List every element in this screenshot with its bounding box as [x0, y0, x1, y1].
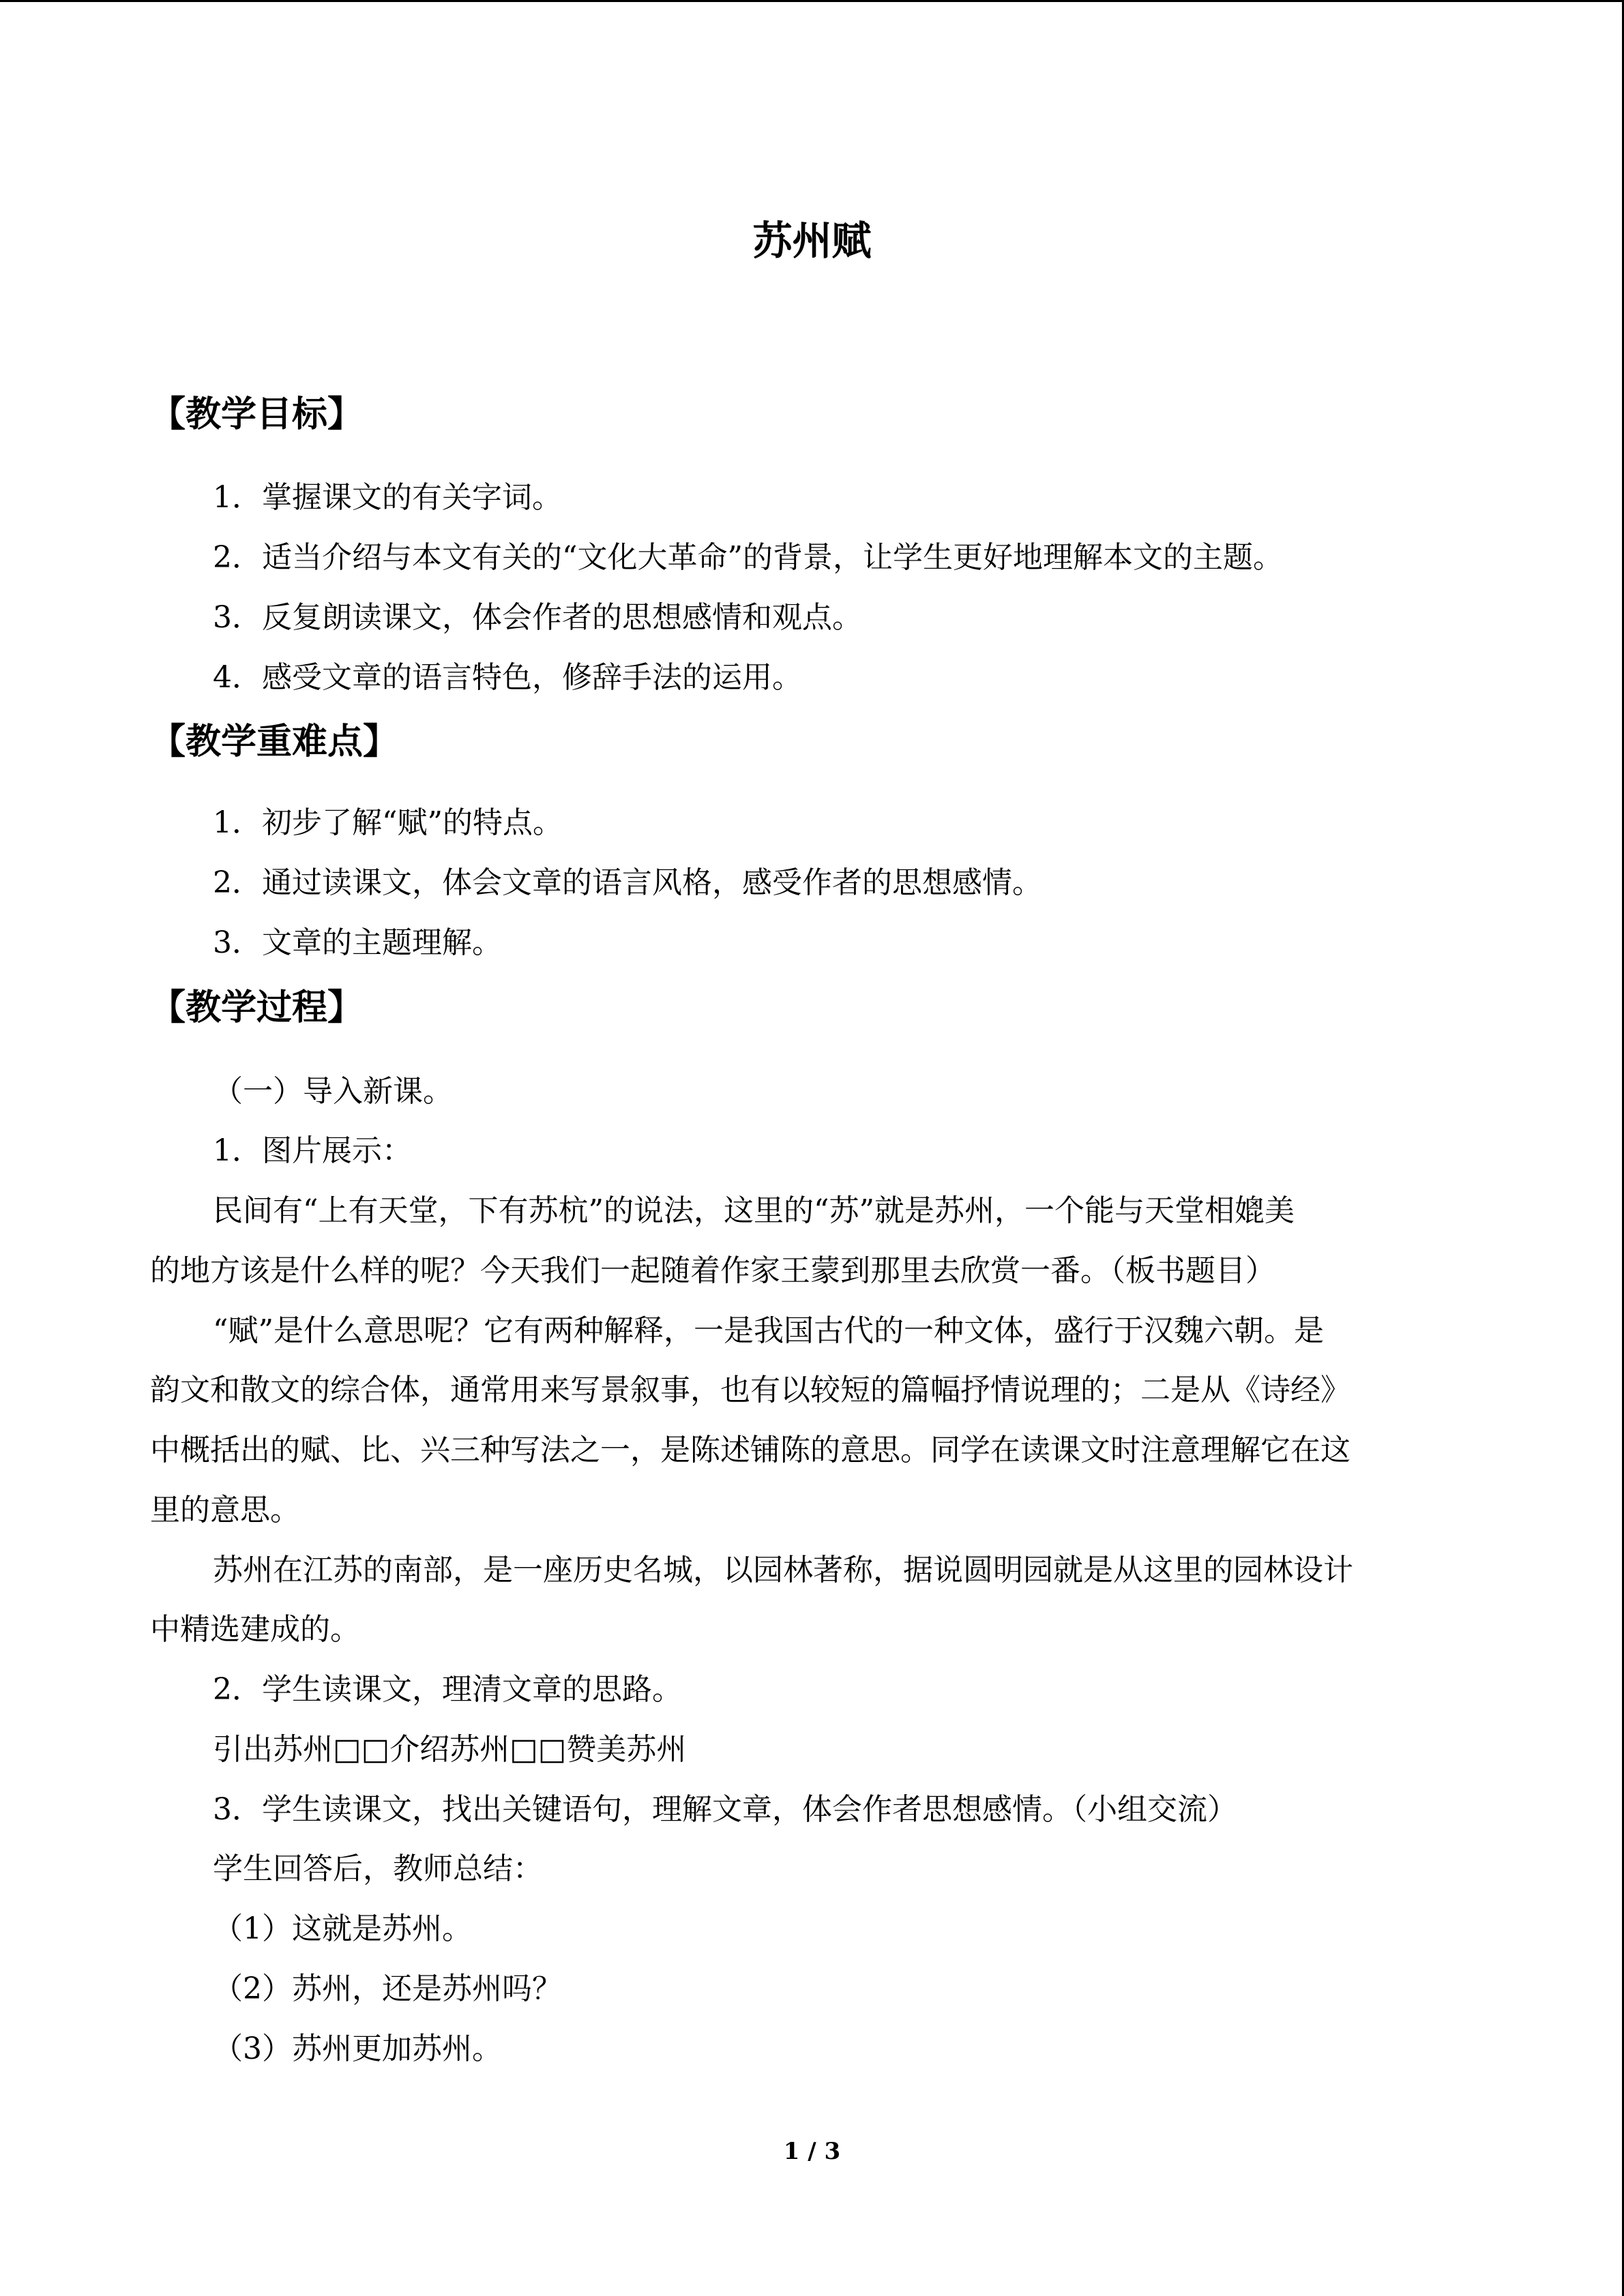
process-line: 里的意思。 — [150, 1493, 300, 1527]
difficulty-item: 3．文章的主题理解。 — [213, 925, 502, 960]
process-line: 学生回答后，教师总结： — [213, 1851, 543, 1886]
section-heading-process: 【教学过程】 — [150, 987, 364, 1028]
process-line: 1．图片展示： — [213, 1133, 412, 1168]
process-line: （2）苏州，还是苏州吗？ — [213, 1971, 562, 2006]
process-line: （1）这就是苏州。 — [213, 1911, 472, 1946]
difficulty-item: 2．通过读课文，体会文章的语言风格，感受作者的思想感情。 — [213, 865, 1042, 900]
process-line: 3．学生读课文，找出关键语句，理解文章，体会作者思想感情。（小组交流） — [213, 1792, 1237, 1827]
process-line: 韵文和散文的综合体，通常用来写景叙事，也有以较短的篇幅抒情说理的；二是从《诗经》 — [150, 1373, 1350, 1407]
process-line: （一）导入新课。 — [213, 1074, 453, 1109]
section-heading-goals: 【教学目标】 — [150, 394, 364, 435]
difficulty-item: 1．初步了解“赋”的特点。 — [213, 805, 563, 840]
process-line: 2．学生读课文，理清文章的思路。 — [213, 1672, 682, 1707]
process-line: 的地方该是什么样的呢？今天我们一起随着作家王蒙到那里去欣赏一番。（板书题目） — [150, 1253, 1275, 1288]
process-line: “赋”是什么意思呢？它有两种解释，一是我国古代的一种文体，盛行于汉魏六朝。是 — [213, 1313, 1324, 1348]
document-title: 苏州赋 — [752, 218, 872, 264]
goal-item: 2．适当介绍与本文有关的“文化大革命”的背景，让学生更好地理解本文的主题。 — [213, 540, 1283, 575]
page-number: 1 / 3 — [783, 2138, 841, 2165]
section-heading-difficulties: 【教学重难点】 — [150, 721, 399, 762]
process-line: 中概括出的赋、比、兴三种写法之一，是陈述铺陈的意思。同学在读课文时注意理解它在这 — [150, 1433, 1350, 1467]
process-line: （3）苏州更加苏州。 — [213, 2031, 502, 2066]
process-line: 中精选建成的。 — [150, 1612, 360, 1647]
process-line: 引出苏州□□介绍苏州□□赞美苏州 — [213, 1732, 687, 1767]
goal-item: 1．掌握课文的有关字词。 — [213, 480, 562, 515]
goal-item: 3．反复朗读课文，体会作者的思想感情和观点。 — [213, 600, 862, 635]
process-line: 民间有“上有天堂，下有苏杭”的说法，这里的“苏”就是苏州，一个能与天堂相媲美 — [213, 1193, 1295, 1228]
goal-item: 4．感受文章的语言特色，修辞手法的运用。 — [213, 660, 802, 695]
process-line: 苏州在江苏的南部，是一座历史名城，以园林著称，据说圆明园就是从这里的园林设计 — [213, 1553, 1353, 1587]
